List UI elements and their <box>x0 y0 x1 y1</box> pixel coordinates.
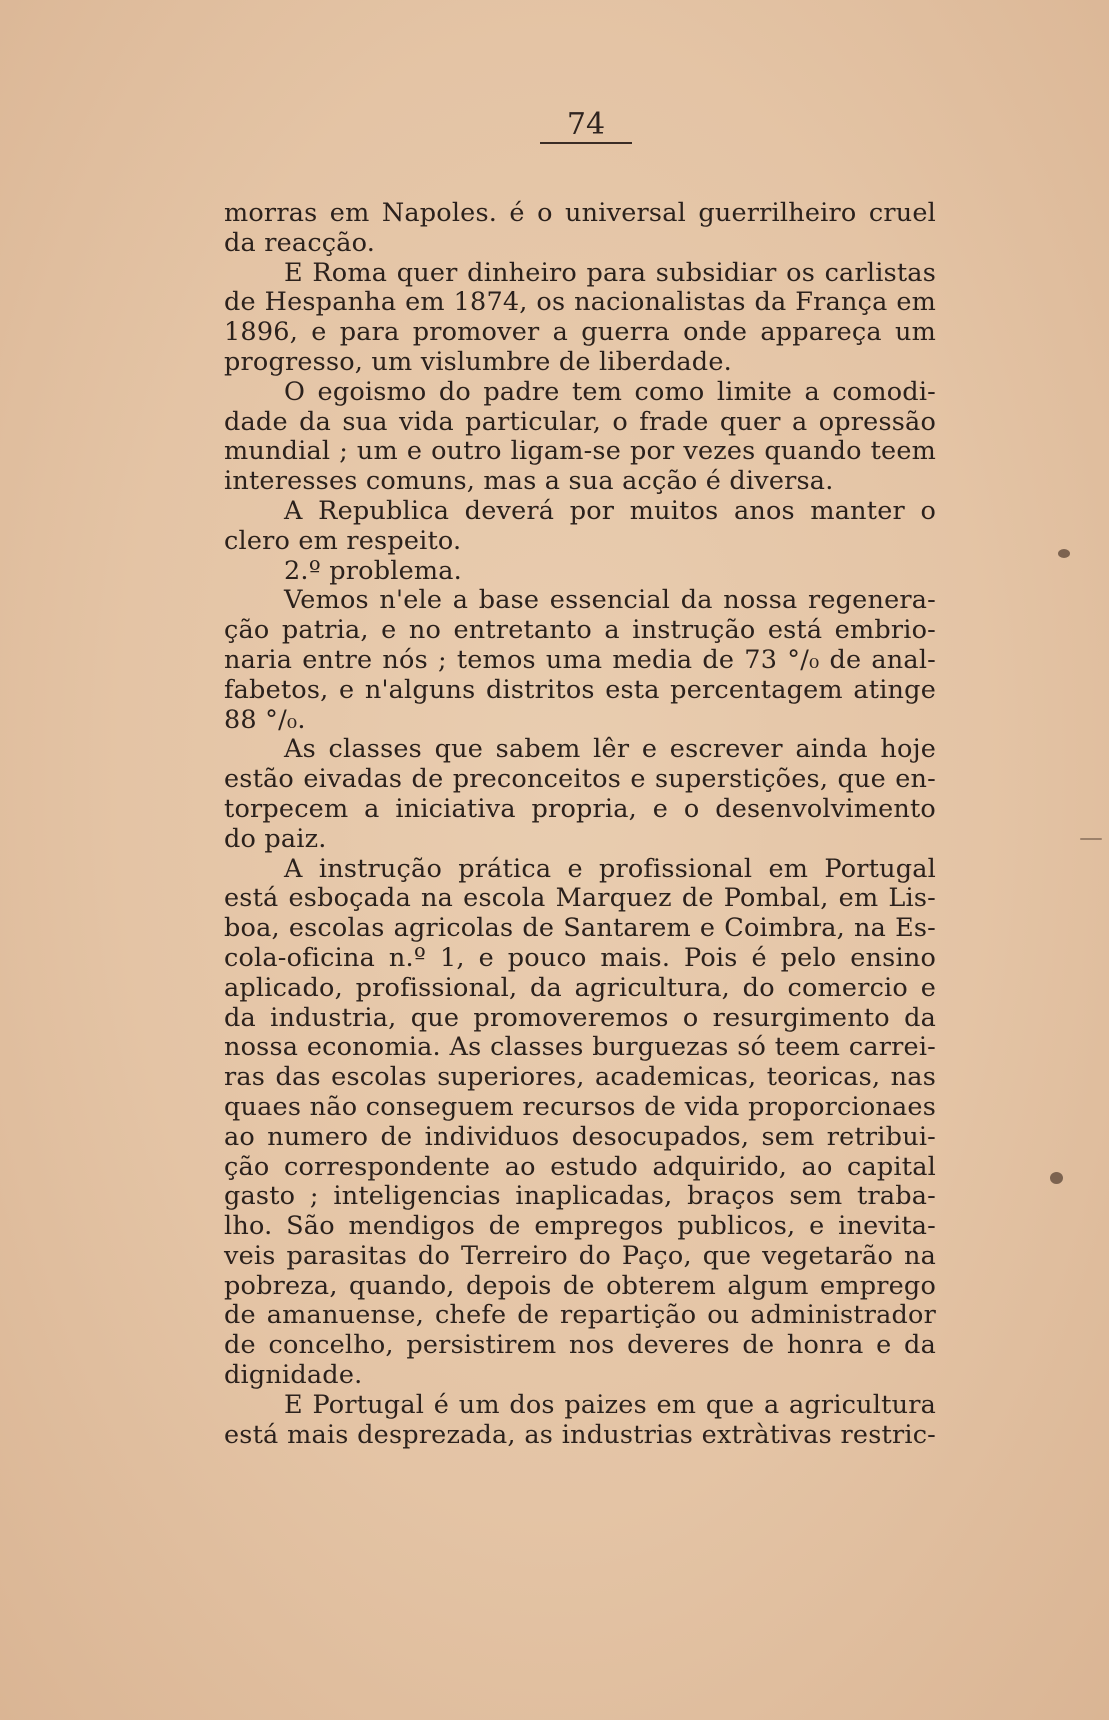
text-line: gasto ; inteligencias inaplicadas, braços sem traba- <box>224 1181 936 1212</box>
page-number: 74 <box>566 107 606 142</box>
text-line: ras das escolas superiores, academicas, teoricas, nas <box>224 1062 936 1093</box>
text-line: cola-oficina n.º 1, e pouco mais. Pois é pelo ensino <box>224 942 936 973</box>
text-line: de Hespanha em 1874, os nacionalistas da França em <box>224 287 936 318</box>
text-line: A instrução prática e profissional em Portugal <box>284 853 936 884</box>
text-line: do paiz. <box>224 823 327 854</box>
text-line: pobreza, quando, depois de obterem algum emprego <box>224 1270 936 1301</box>
paper-speck <box>1080 838 1102 840</box>
text-line: A Republica deverá por muitos anos manter o <box>284 495 936 526</box>
text-line: está mais desprezada, as industrias extràtivas restric- <box>224 1419 936 1450</box>
text-line: nossa economia. As classes burguezas só teem carrei- <box>224 1032 936 1063</box>
text-line: dignidade. <box>224 1360 363 1391</box>
text-line: ção correspondente ao estudo adquirido, ao capital <box>224 1151 936 1182</box>
text-line: aplicado, profissional, da agricultura, do comercio e <box>224 972 936 1003</box>
paper-speck <box>1058 549 1070 558</box>
text-line: morras em Napoles. é o universal guerrilheiro cruel <box>224 198 936 228</box>
text-line: O egoismo do padre tem como limite a comodi- <box>284 376 936 407</box>
text-line: progresso, um vislumbre de liberdade. <box>224 346 732 377</box>
text-line: torpecem a iniciativa propria, e o desenvolvimento <box>224 793 936 824</box>
page-number-rule <box>540 142 632 144</box>
text-line: de concelho, persistirem nos deveres de honra e da <box>224 1330 936 1361</box>
text-line: E Portugal é um dos paizes em que a agricultura <box>284 1389 936 1420</box>
text-line: Vemos n'ele a base essencial da nossa regenera- <box>284 585 936 616</box>
text-line: da reacção. <box>224 227 376 258</box>
text-line: fabetos, e n'alguns distritos esta percentagem atinge <box>224 674 936 705</box>
paper-speck <box>1050 1172 1063 1184</box>
text-line: As classes que sabem lêr e escrever ainda hoje <box>284 734 936 765</box>
text-line: 88 °/₀. <box>224 704 306 735</box>
page-body-text <box>224 199 936 1450</box>
text-line: de amanuense, chefe de repartição ou administrador <box>224 1300 936 1331</box>
text-line: estão eivadas de preconceitos e superstições, que en- <box>224 764 936 795</box>
text-line: interesses comuns, mas a sua acção é diversa. <box>224 466 834 497</box>
text-line: naria entre nós ; temos uma media de 73 °/₀ de anal- <box>224 644 936 675</box>
text-line: está esboçada na escola Marquez de Pombal, em Lis- <box>224 883 936 914</box>
text-line: 1896, e para promover a guerra onde appareça um <box>224 317 936 348</box>
text-line: veis parasitas do Terreiro do Paço, que vegetarão na <box>224 1240 936 1271</box>
text-line: boa, escolas agricolas de Santarem e Coimbra, na Es- <box>224 913 936 944</box>
text-line: ao numero de individuos desocupados, sem retribui- <box>224 1121 936 1152</box>
text-line: da industria, que promoveremos o resurgimento da <box>224 1002 936 1033</box>
text-line: ção patria, e no entretanto a instrução está embrio- <box>224 615 936 646</box>
text-line: mundial ; um e outro ligam-se por vezes quando teem <box>224 436 936 467</box>
text-line: 2.º problema. <box>284 555 462 586</box>
text-line: quaes não conseguem recursos de vida proporcionaes <box>224 1091 936 1122</box>
text-line: dade da sua vida particular, o frade quer a opressão <box>224 406 936 437</box>
text-line: clero em respeito. <box>224 525 462 556</box>
text-line: lho. São mendigos de empregos publicos, e inevita- <box>224 1211 936 1242</box>
text-line: E Roma quer dinheiro para subsidiar os carlistas <box>284 257 936 288</box>
